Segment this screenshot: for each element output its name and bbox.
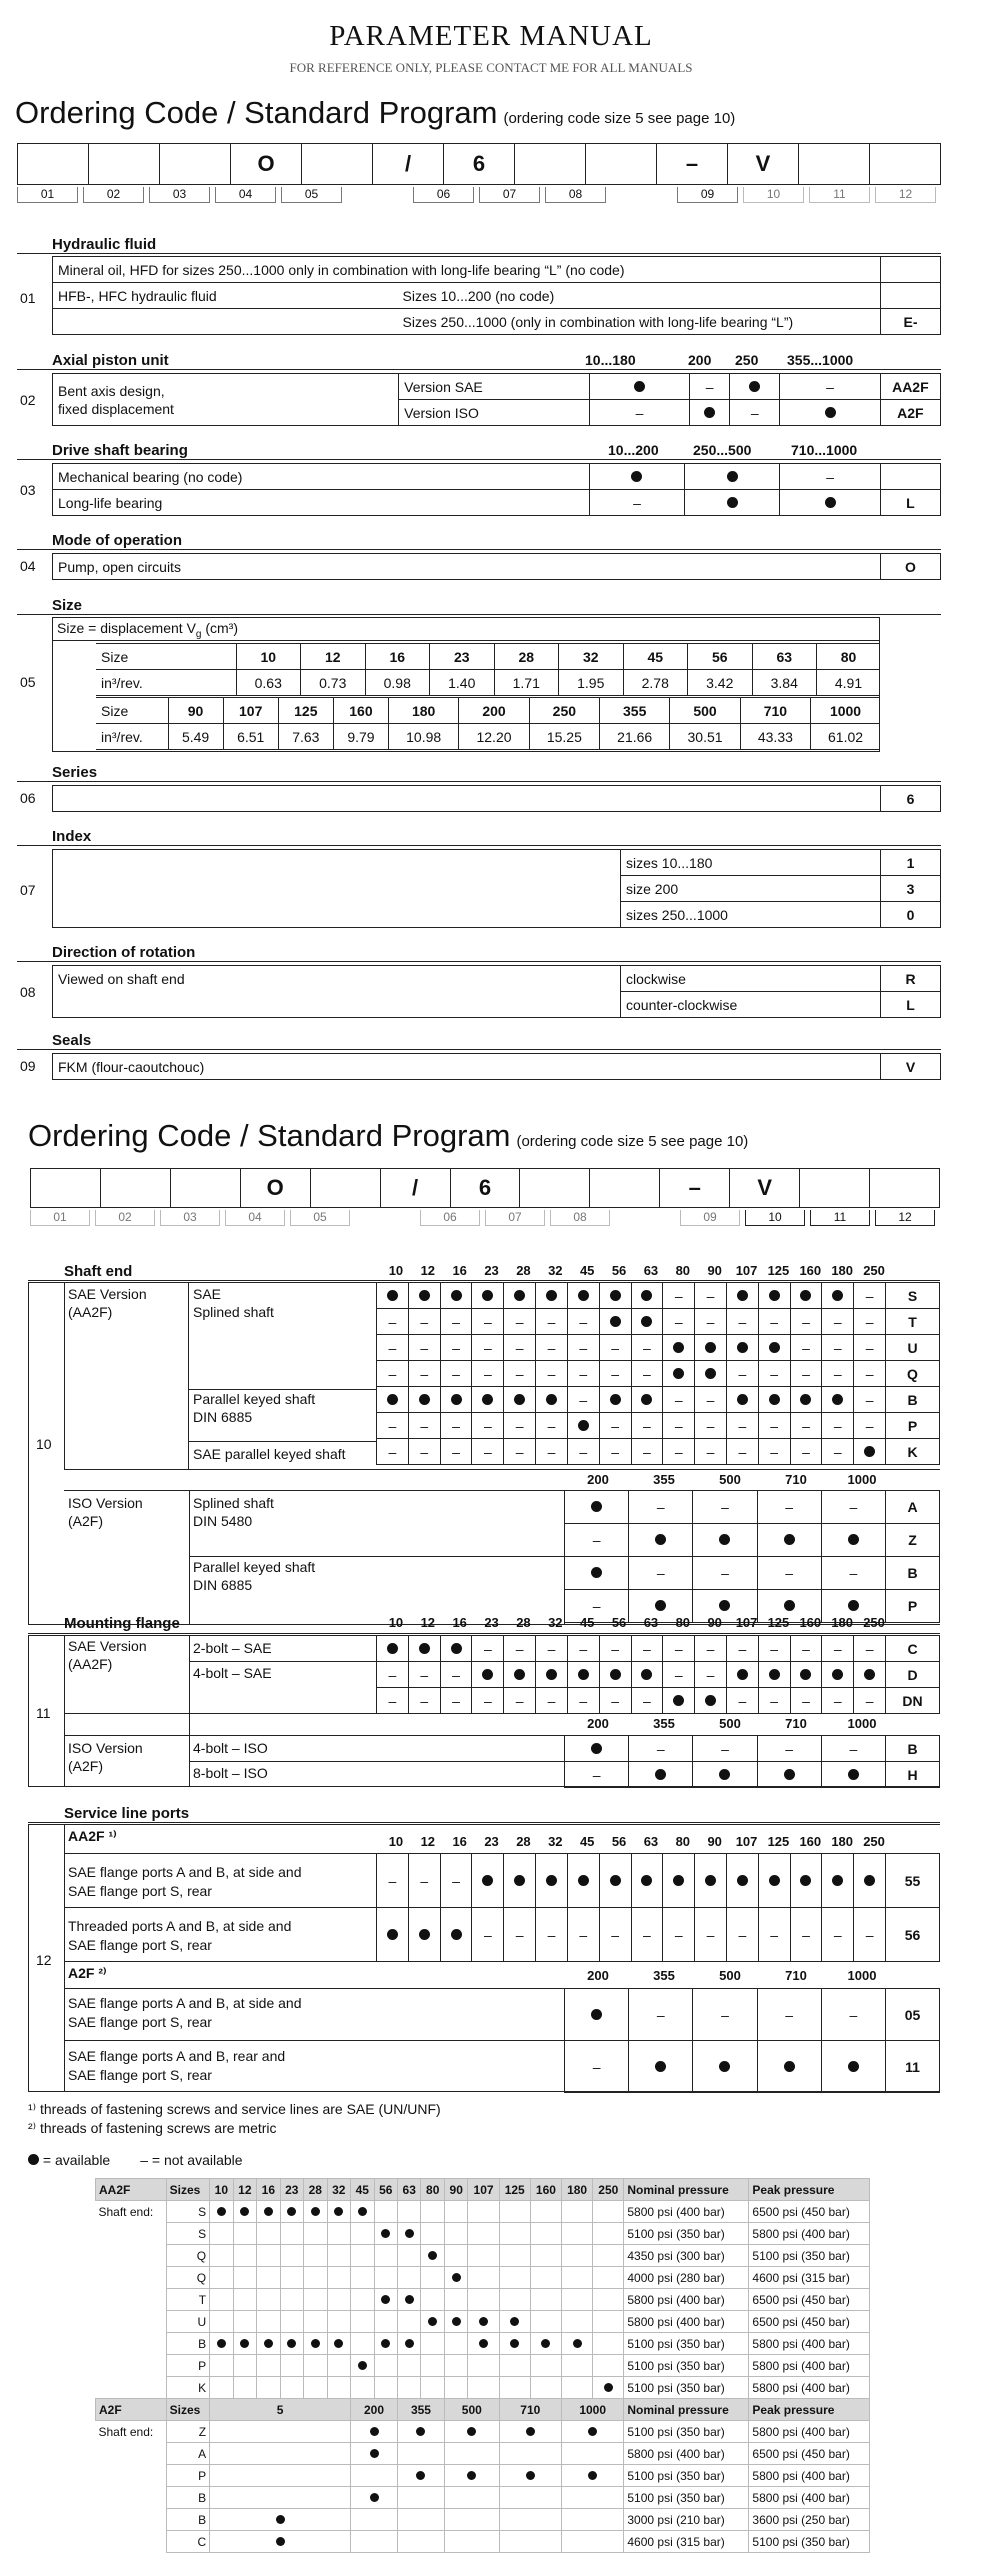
ordering-code-numbers-2: 01 02 03 04 05 06 07 08 09 10 11 12 [30, 1210, 940, 1226]
available-dot-icon [655, 1534, 666, 1545]
size-header-355: 355 [653, 1968, 675, 1983]
available-dot-icon [737, 1290, 748, 1301]
s10-sae-parallel: SAE parallel keyed shaft [193, 1446, 346, 1462]
available-dot-icon [578, 1669, 589, 1680]
available-dot-icon [784, 1534, 795, 1545]
available-dot-icon [573, 2339, 582, 2348]
available-dot-icon [591, 1743, 602, 1754]
section-09-title: Seals [52, 1032, 92, 1049]
section-03-table: Mechanical bearing (no code) – Long-life bearing – L [52, 463, 941, 516]
available-dot-icon [452, 2273, 461, 2282]
size-header-160: 160 [799, 1263, 822, 1278]
available-dot-icon [526, 2471, 535, 2480]
s11-2bolt: 2-bolt – SAE [193, 1640, 272, 1656]
available-dot-icon [451, 1643, 462, 1654]
s02-h-size1: 10...180 [585, 352, 636, 368]
available-dot-icon [405, 2229, 414, 2238]
available-dot-icon [416, 2427, 425, 2436]
available-dot-icon [578, 1420, 589, 1431]
available-dot-icon [832, 1669, 843, 1680]
flange-grid: – – – – – – – – – – – – – C – – – – – D – – – – – – – – – – – – – – DN [376, 1635, 940, 1714]
section-06-title: Series [52, 764, 98, 781]
size-header-28: 28 [516, 1834, 531, 1849]
available-dot-icon [467, 2471, 476, 2480]
available-dot-icon [655, 1600, 666, 1611]
available-dot-icon [673, 1875, 684, 1886]
available-dot-icon [240, 2339, 249, 2348]
size-header-160: 160 [799, 1834, 822, 1849]
section-10-title: Shaft end [64, 1263, 133, 1280]
section-05-title: Size [52, 597, 83, 614]
ordering-code: Z [886, 1524, 940, 1557]
section-01-title: Hydraulic fluid [52, 236, 157, 253]
section-12-num: 12 [36, 1952, 52, 1968]
available-dot-icon [514, 1875, 525, 1886]
available-dot-icon [546, 1394, 557, 1405]
available-dot-icon [588, 2471, 597, 2480]
section-05-num: 05 [20, 674, 36, 690]
available-dot-icon [419, 1929, 430, 1940]
available-dot-icon [381, 2295, 390, 2304]
available-dot-icon [387, 1394, 398, 1405]
section-11-num: 11 [36, 1705, 51, 1721]
available-dot-icon [784, 1769, 795, 1780]
section-04-num: 04 [20, 558, 36, 574]
flange-size-header [380, 1615, 890, 1630]
available-dot-icon [381, 2229, 390, 2238]
shaft-iso-grid: – – – – A – Z – – – – B – P [564, 1490, 940, 1623]
ordering-title-2: Ordering Code / Standard Program (ordering code size 5 see page 10) [28, 1118, 749, 1153]
ordering-code-boxes-2: O / 6 – V [30, 1168, 940, 1208]
size-header-28: 28 [516, 1615, 531, 1630]
available-dot-icon [610, 1290, 621, 1301]
section-08-title: Direction of rotation [52, 944, 196, 961]
available-dot-icon [769, 1290, 780, 1301]
ordering-code: T [886, 1309, 940, 1335]
s12-aa2f: AA2F ¹⁾ [68, 1828, 117, 1844]
available-dot-icon [467, 2427, 476, 2436]
size-header-80: 80 [675, 1834, 691, 1849]
available-dot-icon [588, 2427, 597, 2436]
available-dot-icon [705, 1695, 716, 1706]
available-dot-icon [673, 1695, 684, 1706]
footnotes: ¹⁾ threads of fastening screws and service lines are SAE (UN/UNF) ²⁾ threads of fastening screws are metric [28, 2101, 441, 2136]
flange-iso-grid: – – – – B – H [564, 1735, 940, 1788]
available-dot-icon [428, 2251, 437, 2260]
s12-a2f: A2F ²⁾ [68, 1965, 107, 1981]
ordering-code: U [886, 1335, 940, 1361]
s10-parallel: Parallel keyed shaft DIN 6885 [193, 1391, 316, 1425]
ports-iso-header [565, 1968, 895, 1983]
size-header-250: 250 [863, 1263, 885, 1278]
section-12-title: Service line ports [64, 1805, 190, 1822]
available-dot-icon [769, 1669, 780, 1680]
section-03-title: Drive shaft bearing [52, 442, 188, 459]
available-dot-icon [864, 1446, 875, 1457]
available-dot-icon [452, 2317, 461, 2326]
size-header-90: 90 [707, 1615, 722, 1630]
available-dot-icon [705, 1368, 716, 1379]
shaft-grid: – – – S – – – – – – – – – – – – – – T – – – – – – – – – – – – U – – – – – – – – – – – – – – Q – – – – B – – – – – – – – – – – – – – – P – – – – – – – – – – – – – – – K [376, 1282, 940, 1465]
size-header-23: 23 [484, 1263, 499, 1278]
size-header-200: 200 [587, 1716, 609, 1731]
size-header-180: 180 [831, 1263, 854, 1278]
ordering-code: B [886, 1736, 940, 1762]
s10-iso-splined: Splined shaft DIN 5480 [193, 1495, 274, 1529]
available-dot-icon [482, 1875, 493, 1886]
pressure-table: AA2F Sizes 10 12 16 23 28 32 45 56 63 80 90 107 125 160 180 250 Nominal pressure Peak pressure Shaft end: S 5800 psi (400 bar) 6500 psi (450 bar) S 5100 psi (350 bar) 5800 psi (400 bar) Q 4350 psi (300 bar) 5100 psi (350 bar) Q 4000 psi (280 bar) 4600 psi (315 bar) T 5800 psi (400 bar) 6500 psi (450 bar) U 5800 psi (400 bar) 6500 psi (450 bar) B 5100 psi (350 bar) 5800 psi (400 bar) P 5100 psi (350 bar) 5800 psi (400 bar) K 5100 psi (350 bar) 5800 psi (400 bar) A2F Sizes 5 200 355 500 710 1000 Nominal pressure Peak pressure Shaft end: Z 5100 psi (350 bar) 5800 psi (400 bar) A 5800 psi (400 bar) 6500 psi (450 bar) P 5100 psi (350 bar) 5800 psi (400 bar) B 5100 psi (350 bar) 5800 psi (400 bar) B 3000 psi (210 bar) 3600 psi (250 bar) C 4600 psi (315 bar) 5100 psi (350 bar) [95, 2178, 870, 2553]
available-dot-icon [769, 1875, 780, 1886]
size-header-16: 16 [452, 1834, 467, 1849]
available-dot-icon [428, 2317, 437, 2326]
available-dot-icon [848, 1600, 859, 1611]
available-dot-icon [641, 1316, 652, 1327]
available-dot-icon [510, 2317, 519, 2326]
section-07-table: sizes 10...180 1 size 200 3 sizes 250...1000 0 [52, 849, 941, 928]
size-header-90: 90 [707, 1834, 722, 1849]
available-dot-icon [482, 1290, 493, 1301]
available-dot-icon [387, 1929, 398, 1940]
available-dot-icon [610, 1669, 621, 1680]
available-dot-icon [737, 1669, 748, 1680]
available-dot-icon [769, 1342, 780, 1353]
section-08-num: 08 [20, 984, 36, 1000]
available-dot-icon [800, 1669, 811, 1680]
size-header-63: 63 [643, 1263, 659, 1278]
size-table-2: Size 90 107 125 160 180 200 250 355 500 710 1000 in³/rev. 5.49 6.51 7.63 9.79 10.98 12.20 15.25 21.66 30.51 43.33 61.02 [96, 697, 880, 750]
size-header-710: 710 [785, 1472, 807, 1487]
available-dot-icon [451, 1290, 462, 1301]
available-dot-icon [479, 2339, 488, 2348]
available-dot-icon [387, 1643, 398, 1654]
s03-h2: 250...500 [693, 442, 752, 458]
section-04-title: Mode of operation [52, 532, 182, 549]
available-dot-icon [311, 2339, 320, 2348]
available-dot-icon [510, 2339, 519, 2348]
size-header-1000: 1000 [847, 1716, 877, 1731]
section-03-num: 03 [20, 482, 36, 498]
available-dot-icon [610, 1316, 621, 1327]
size-header-125: 125 [767, 1263, 790, 1278]
available-dot-icon [641, 1290, 652, 1301]
s12-row3: SAE flange ports A and B, at side and SAE flange port S, rear [68, 1995, 302, 2030]
size-header-12: 12 [420, 1834, 436, 1849]
available-dot-icon [655, 1769, 666, 1780]
s12-row1: SAE flange ports A and B, at side and SAE flange port S, rear [68, 1864, 302, 1899]
size-header-200: 200 [587, 1472, 609, 1487]
size-header-32: 32 [548, 1615, 563, 1630]
page-subtitle: FOR REFERENCE ONLY, PLEASE CONTACT ME FOR ALL MANUALS [289, 60, 693, 75]
size-header-28: 28 [516, 1263, 531, 1278]
available-dot-icon [737, 1342, 748, 1353]
available-dot-icon [358, 2361, 367, 2370]
available-dot-icon [370, 2493, 379, 2502]
legend: = available – = not available [28, 2152, 243, 2168]
available-dot-icon [591, 1567, 602, 1578]
section-01-num: 01 [20, 290, 36, 306]
size-header-12: 12 [420, 1263, 436, 1278]
available-dot-icon [546, 1669, 557, 1680]
available-dot-icon [864, 1669, 875, 1680]
size-header-23: 23 [484, 1615, 499, 1630]
available-dot-icon [451, 1394, 462, 1405]
available-dot-icon [832, 1394, 843, 1405]
size-header-32: 32 [548, 1834, 563, 1849]
available-dot-icon [719, 1600, 730, 1611]
section-02-table: Bent axis design, fixed displacement Version SAE – – AA2F Version ISO – – A2F [52, 373, 941, 426]
available-dot-icon [864, 1875, 875, 1886]
ordering-title: Ordering Code / Standard Program (ordering code size 5 see page 10) [15, 95, 736, 130]
s02-h-size3: 250 [735, 352, 759, 368]
section-09-table: FKM (flour-caoutchouc) V [52, 1053, 941, 1080]
size-header-710: 710 [785, 1968, 807, 1983]
size-table-1: Size 10 12 16 23 28 32 45 56 63 80 in³/rev. 0.63 0.73 0.98 1.40 1.71 1.95 2.78 3.42 3.84 4.91 [96, 643, 880, 696]
size-caption: Size = displacement $V_g$ (cm³) [57, 620, 239, 640]
available-dot-icon [514, 1669, 525, 1680]
section-08-table: Viewed on shaft end clockwise R counter-clockwise L [52, 965, 941, 1018]
size-header-45: 45 [579, 1263, 595, 1278]
size-header-56: 56 [611, 1615, 627, 1630]
size-header-160: 160 [799, 1615, 822, 1630]
available-dot-icon [705, 1875, 716, 1886]
s12-row2: Threaded ports A and B, at side and SAE flange port S, rear [68, 1918, 292, 1953]
size-header-1000: 1000 [847, 1968, 877, 1983]
available-dot-icon [848, 1534, 859, 1545]
size-header-45: 45 [579, 1834, 595, 1849]
available-dot-icon [719, 1769, 730, 1780]
s03-h1: 10...200 [608, 442, 659, 458]
size-header-355: 355 [653, 1472, 675, 1487]
available-dot-icon [287, 2207, 296, 2216]
section-01-table: Mineral oil, HFD for sizes 250...1000 only in combination with long-life bearing “L” (no code) HFB-, HFC hydraulic fluid Sizes 10...200 (no code) Sizes 250...1000 (only in combination with long-life bearing “L”) E- [52, 256, 941, 335]
section-07-title: Index [52, 828, 92, 845]
available-dot-icon [514, 1394, 525, 1405]
size-header-80: 80 [675, 1615, 691, 1630]
available-dot-icon [578, 1875, 589, 1886]
ordering-code: P [886, 1590, 940, 1623]
available-dot-icon [832, 1290, 843, 1301]
available-dot-icon [419, 1394, 430, 1405]
size-header-32: 32 [548, 1263, 563, 1278]
available-dot-icon [240, 2207, 249, 2216]
available-dot-icon [705, 1342, 716, 1353]
s11-iso-4bolt: 4-bolt – ISO [193, 1740, 268, 1756]
section-02-num: 02 [20, 392, 36, 408]
size-header-10: 10 [388, 1615, 404, 1630]
available-dot-icon [416, 2471, 425, 2480]
ordering-code: H [886, 1762, 940, 1788]
available-dot-icon [673, 1342, 684, 1353]
section-06-table: 6 [52, 785, 941, 812]
available-dot-icon [737, 1394, 748, 1405]
available-dot-icon [217, 2207, 226, 2216]
size-header-200: 200 [587, 1968, 609, 1983]
available-dot-icon [381, 2339, 390, 2348]
size-header-90: 90 [707, 1263, 722, 1278]
size-header-63: 63 [643, 1834, 659, 1849]
available-dot-icon [784, 1600, 795, 1611]
s11-iso-8bolt: 8-bolt – ISO [193, 1765, 268, 1781]
available-dot-icon [546, 1290, 557, 1301]
ordering-code-boxes: O / 6 – V [17, 143, 941, 185]
s10-sae-label: SAE Version (AA2F) [68, 1286, 147, 1320]
size-header-355: 355 [653, 1716, 675, 1731]
size-header-500: 500 [719, 1716, 741, 1731]
size-header-1000: 1000 [847, 1472, 877, 1487]
ordering-code: K [886, 1439, 940, 1465]
ordering-code-numbers: 01 02 03 04 05 06 07 08 09 10 11 12 [17, 187, 941, 203]
shaft-size-header [380, 1263, 890, 1278]
available-dot-icon [334, 2339, 343, 2348]
legend-dot-icon [28, 2154, 39, 2165]
size-header-250: 250 [863, 1834, 885, 1849]
section-09-num: 09 [20, 1058, 36, 1074]
size-header-10: 10 [388, 1263, 404, 1278]
s02-h-size2: 200 [688, 352, 712, 368]
available-dot-icon [832, 1875, 843, 1886]
available-dot-icon [405, 2339, 414, 2348]
s11-iso-label: ISO Version (A2F) [68, 1740, 143, 1774]
size-header-12: 12 [420, 1615, 436, 1630]
ordering-code: 55 [886, 1854, 940, 1908]
size-header-180: 180 [831, 1834, 854, 1849]
available-dot-icon [482, 1669, 493, 1680]
ordering-code: S [886, 1283, 940, 1309]
available-dot-icon [370, 2427, 379, 2436]
ordering-code: A [886, 1491, 940, 1524]
available-dot-icon [546, 1875, 557, 1886]
size-header-63: 63 [643, 1615, 659, 1630]
available-dot-icon [591, 1501, 602, 1512]
size-header-125: 125 [767, 1615, 790, 1630]
size-header-80: 80 [675, 1263, 691, 1278]
available-dot-icon [287, 2339, 296, 2348]
available-dot-icon [419, 1290, 430, 1301]
ordering-code: 11 [886, 2041, 940, 2093]
s02-h-size4: 355...1000 [787, 352, 854, 368]
s10-iso-parallel: Parallel keyed shaft DIN 6885 [193, 1559, 316, 1593]
available-dot-icon [604, 2383, 613, 2392]
size-header-107: 107 [735, 1263, 758, 1278]
s10-sae-splined: SAE Splined shaft [193, 1286, 274, 1320]
flange-iso-header [565, 1716, 895, 1731]
available-dot-icon [217, 2339, 226, 2348]
available-dot-icon [800, 1290, 811, 1301]
available-dot-icon [800, 1394, 811, 1405]
size-header-500: 500 [719, 1968, 741, 1983]
available-dot-icon [479, 2317, 488, 2326]
size-header-180: 180 [831, 1615, 854, 1630]
page-title: PARAMETER MANUAL [329, 20, 653, 52]
size-header-23: 23 [484, 1834, 499, 1849]
available-dot-icon [276, 2515, 285, 2524]
ordering-code: C [886, 1636, 940, 1662]
size-header-45: 45 [579, 1615, 595, 1630]
available-dot-icon [264, 2339, 273, 2348]
section-11-title: Mounting flange [64, 1615, 180, 1632]
section-07-num: 07 [20, 882, 36, 898]
size-header-16: 16 [452, 1615, 467, 1630]
available-dot-icon [311, 2207, 320, 2216]
ordering-code: B [886, 1557, 940, 1590]
ordering-code: Q [886, 1361, 940, 1387]
size-header-107: 107 [735, 1615, 758, 1630]
available-dot-icon [800, 1875, 811, 1886]
available-dot-icon [673, 1368, 684, 1379]
s11-4bolt: 4-bolt – SAE [193, 1665, 272, 1681]
available-dot-icon [784, 2061, 795, 2072]
s10-iso-label: ISO Version (A2F) [68, 1495, 143, 1529]
size-header-56: 56 [611, 1263, 627, 1278]
available-dot-icon [848, 1769, 859, 1780]
available-dot-icon [334, 2207, 343, 2216]
s11-sae-label: SAE Version (AA2F) [68, 1638, 147, 1672]
section-10-num: 10 [36, 1436, 52, 1452]
available-dot-icon [370, 2449, 379, 2458]
available-dot-icon [610, 1394, 621, 1405]
available-dot-icon [541, 2339, 550, 2348]
size-header-56: 56 [611, 1834, 627, 1849]
available-dot-icon [641, 1875, 652, 1886]
ports-grid: – – – 55 – – – – – – – – – – – – – 56 [376, 1853, 940, 1962]
available-dot-icon [264, 2207, 273, 2216]
ordering-code: DN [886, 1688, 940, 1714]
available-dot-icon [358, 2207, 367, 2216]
available-dot-icon [526, 2427, 535, 2436]
s12-row4: SAE flange ports A and B, rear and SAE flange port S, rear [68, 2048, 286, 2083]
size-header-16: 16 [452, 1263, 467, 1278]
available-dot-icon [848, 2061, 859, 2072]
available-dot-icon [591, 2009, 602, 2020]
available-dot-icon [451, 1929, 462, 1940]
size-header-250: 250 [863, 1615, 885, 1630]
available-dot-icon [276, 2537, 285, 2546]
available-dot-icon [719, 2061, 730, 2072]
ordering-code: 56 [886, 1908, 940, 1962]
size-header-710: 710 [785, 1716, 807, 1731]
s03-h3: 710...1000 [791, 442, 858, 458]
available-dot-icon [769, 1394, 780, 1405]
available-dot-icon [578, 1290, 589, 1301]
ordering-code: D [886, 1662, 940, 1688]
available-dot-icon [387, 1290, 398, 1301]
available-dot-icon [610, 1875, 621, 1886]
available-dot-icon [641, 1394, 652, 1405]
available-dot-icon [737, 1875, 748, 1886]
ports-iso-grid: – – – – 05 – 11 [564, 1988, 940, 2093]
ordering-code: 05 [886, 1989, 940, 2041]
available-dot-icon [641, 1669, 652, 1680]
available-dot-icon [655, 2061, 666, 2072]
available-dot-icon [405, 2295, 414, 2304]
size-header-125: 125 [767, 1834, 790, 1849]
available-dot-icon [719, 1534, 730, 1545]
available-dot-icon [419, 1643, 430, 1654]
available-dot-icon [514, 1290, 525, 1301]
size-header-107: 107 [735, 1834, 758, 1849]
size-header-10: 10 [388, 1834, 404, 1849]
available-dot-icon [482, 1394, 493, 1405]
ordering-code: P [886, 1413, 940, 1439]
size-header-500: 500 [719, 1472, 741, 1487]
shaft-iso-header [565, 1472, 895, 1487]
section-02-title: Axial piston unit [52, 352, 169, 369]
section-04-table: Pump, open circuits O [52, 553, 941, 580]
ports-size-header [380, 1834, 890, 1849]
ordering-code: B [886, 1387, 940, 1413]
section-06-num: 06 [20, 790, 36, 806]
